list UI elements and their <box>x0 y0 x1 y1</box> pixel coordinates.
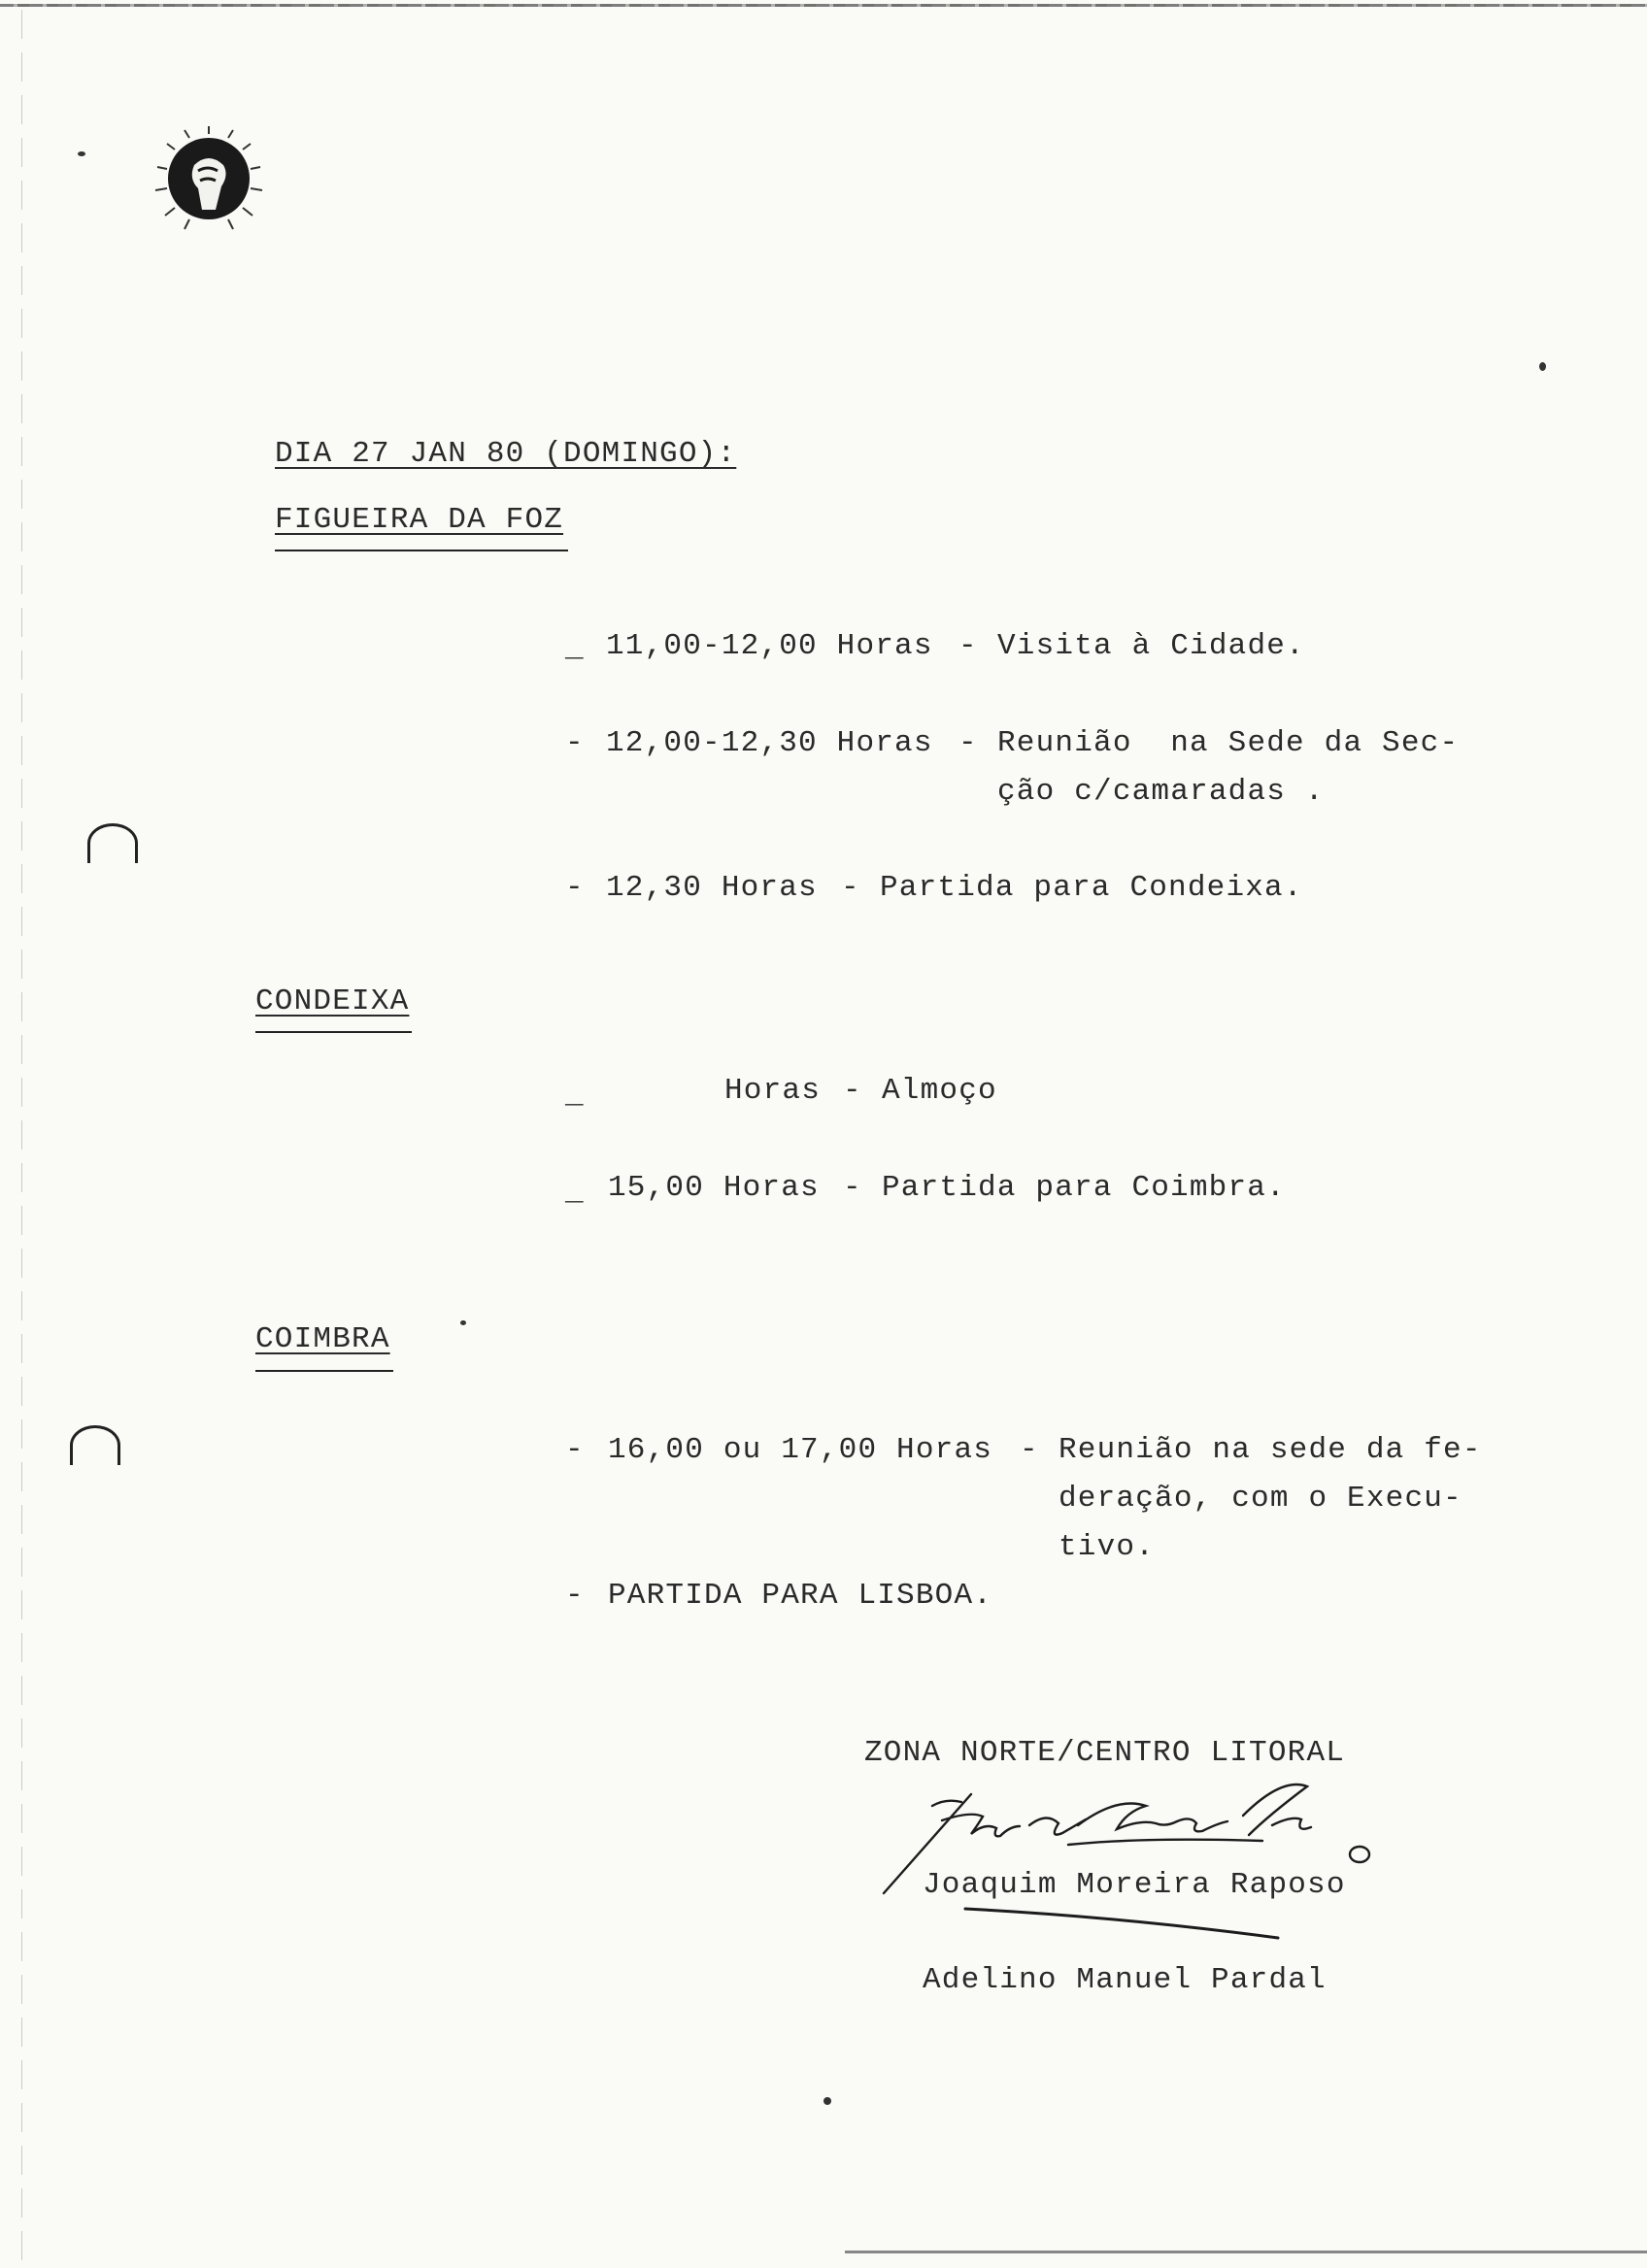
signature-stroke-icon <box>961 1903 1282 1942</box>
zone-label: ZONA NORTE/CENTRO LITORAL <box>864 1736 1346 1770</box>
schedule-time: PARTIDA PARA LISBOA. <box>608 1579 993 1613</box>
schedule-desc: Almoço <box>882 1074 997 1108</box>
punch-hole-icon <box>70 1425 120 1465</box>
ink-speck <box>1539 362 1546 371</box>
schedule-sep: - <box>843 1171 862 1205</box>
date-heading: DIA 27 JAN 80 (DOMINGO): <box>275 437 737 471</box>
list-bullet: - <box>565 1433 585 1467</box>
schedule-sep: - <box>958 726 978 760</box>
schedule-desc: Visita à Cidade. <box>997 629 1305 663</box>
schedule-sep: - <box>958 629 978 663</box>
page-edge-top <box>0 4 1647 7</box>
section-title-figueira: FIGUEIRA DA FOZ <box>275 503 564 537</box>
signatory-2: Adelino Manuel Pardal <box>923 1963 1327 1997</box>
fist-emblem-icon <box>136 126 282 243</box>
list-bullet: - <box>565 871 585 905</box>
ink-speck <box>460 1320 466 1325</box>
title-underline <box>255 1370 393 1372</box>
page-edge-left <box>21 10 22 2262</box>
schedule-time: 16,00 ou 17,00 Horas <box>608 1433 993 1467</box>
ink-speck <box>824 2097 831 2105</box>
punch-hole-icon <box>87 823 138 863</box>
schedule-desc: tivo. <box>1059 1530 1156 1564</box>
schedule-desc: Partida para Condeixa. <box>880 871 1303 905</box>
schedule-desc: deração, com o Execu- <box>1059 1482 1462 1516</box>
schedule-time: 12,00-12,30 Horas <box>606 726 933 760</box>
schedule-sep: - <box>841 871 860 905</box>
title-underline <box>275 550 568 551</box>
signatory-1: Joaquim Moreira Raposo <box>923 1868 1346 1902</box>
section-title-coimbra: COIMBRA <box>255 1322 390 1356</box>
page-edge-bottom <box>845 2251 1647 2253</box>
list-bullet: _ <box>565 1175 585 1209</box>
schedule-desc: Reunião na Sede da Sec- <box>997 726 1460 760</box>
list-bullet: - <box>565 726 585 760</box>
list-bullet: _ <box>565 1078 585 1112</box>
schedule-desc: Reunião na sede da fe- <box>1059 1433 1482 1467</box>
schedule-desc: Partida para Coimbra. <box>882 1171 1286 1205</box>
schedule-time: 11,00-12,00 Horas <box>606 629 933 663</box>
ink-speck <box>78 151 85 156</box>
title-underline <box>255 1031 412 1033</box>
section-title-condeixa: CONDEIXA <box>255 984 410 1018</box>
schedule-time: 12,30 Horas <box>606 871 818 905</box>
schedule-time: Horas <box>724 1074 822 1108</box>
schedule-sep: - <box>1020 1433 1039 1467</box>
schedule-desc: ção c/camaradas . <box>997 775 1325 809</box>
list-bullet: - <box>565 1579 585 1613</box>
schedule-time: 15,00 Horas <box>608 1171 820 1205</box>
list-bullet: _ <box>565 631 585 665</box>
schedule-sep: - <box>843 1074 862 1108</box>
